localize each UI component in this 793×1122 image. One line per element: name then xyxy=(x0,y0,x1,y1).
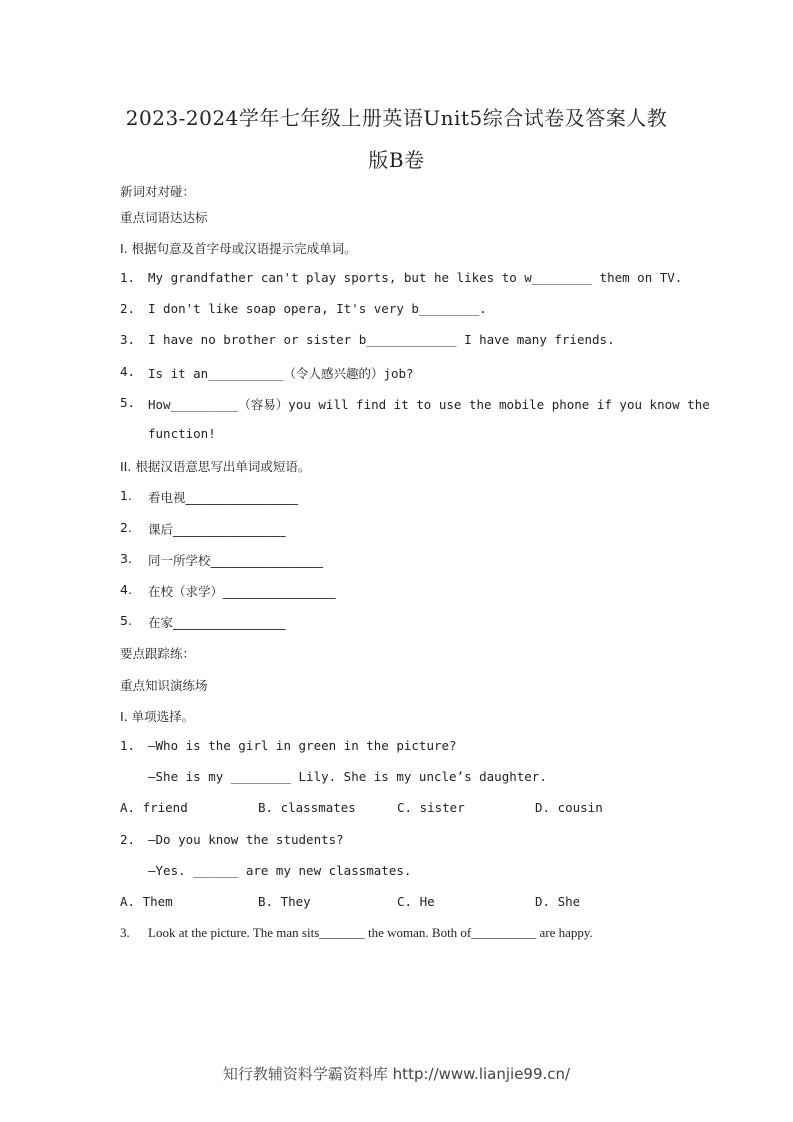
option-a: A. friend xyxy=(120,800,188,815)
question-line: —Do you know the students? xyxy=(148,832,344,847)
footer-watermark: 知行教辅资料学霸资料库 http://www.lianjie99.cn/ xyxy=(222,1065,571,1083)
question-number: 1. xyxy=(120,738,136,753)
heading-drill: 重点知识演练场 xyxy=(120,678,208,693)
part3-heading: I. 单项选择。 xyxy=(120,709,195,724)
item-text: 在家__________________ xyxy=(148,615,286,630)
item-text: 课后__________________ xyxy=(148,522,286,537)
part2-heading: II. 根据汉语意思写出单词或短语。 xyxy=(120,459,311,474)
question-line: —Who is the girl in green in the picture? xyxy=(148,738,457,753)
item-number: 3. xyxy=(120,551,132,566)
question-number: 2. xyxy=(120,832,136,847)
option-d: D. She xyxy=(535,894,581,909)
part1-heading: I. 根据句意及首字母或汉语提示完成单词。 xyxy=(120,241,357,256)
heading-follow: 要点跟踪练： xyxy=(120,646,196,661)
item-number: 5. xyxy=(120,395,136,410)
item-number: 4. xyxy=(120,364,136,379)
option-d: D. cousin xyxy=(535,800,603,815)
question-1-options xyxy=(120,800,680,818)
option-b: B. classmates xyxy=(258,800,356,815)
item-text: function! xyxy=(148,426,216,441)
item-text: 同一所学校__________________ xyxy=(148,553,324,568)
option-b: B. They xyxy=(258,894,311,909)
question-2-options xyxy=(120,894,680,912)
question-number: 3. xyxy=(120,925,130,940)
item-text: My grandfather can't play sports, but he likes to w________ them on TV. xyxy=(148,270,683,285)
question-line: —Yes. ______ are my new classmates. xyxy=(148,863,412,878)
item-text: I don't like soap opera, It's very b________. xyxy=(148,301,487,316)
item-number: 4. xyxy=(120,582,132,597)
item-text: How_________（容易）you will find it to use the mobile phone if you know the xyxy=(148,397,710,412)
item-text: I have no brother or sister b____________ I have many friends. xyxy=(148,332,615,347)
item-number: 1. xyxy=(120,488,132,503)
item-number: 3. xyxy=(120,332,136,347)
option-a: A. Them xyxy=(120,894,173,909)
item-number: 2. xyxy=(120,520,132,535)
heading-new-words: 新词对对碰： xyxy=(120,184,196,199)
document-title-line1: 2023-2024学年七年级上册英语Unit5综合试卷及答案人教 xyxy=(125,106,668,130)
heading-key-words: 重点词语达达标 xyxy=(120,210,208,225)
item-text: 看电视__________________ xyxy=(148,490,299,505)
question-line: —She is my ________ Lily. She is my uncle’s daughter. xyxy=(148,769,547,784)
question-line: Look at the picture. The man sits_______ the woman. Both of__________ are happy. xyxy=(148,925,593,940)
document-title-line2: 版B卷 xyxy=(368,148,425,172)
item-number: 2. xyxy=(120,301,136,316)
item-number: 1. xyxy=(120,270,136,285)
option-c: C. sister xyxy=(397,800,465,815)
option-c: C. He xyxy=(397,894,435,909)
item-text: Is it an__________（令人感兴趣的）job? xyxy=(148,366,414,381)
item-number: 5. xyxy=(120,613,132,628)
item-text: 在校（求学）__________________ xyxy=(148,584,336,599)
